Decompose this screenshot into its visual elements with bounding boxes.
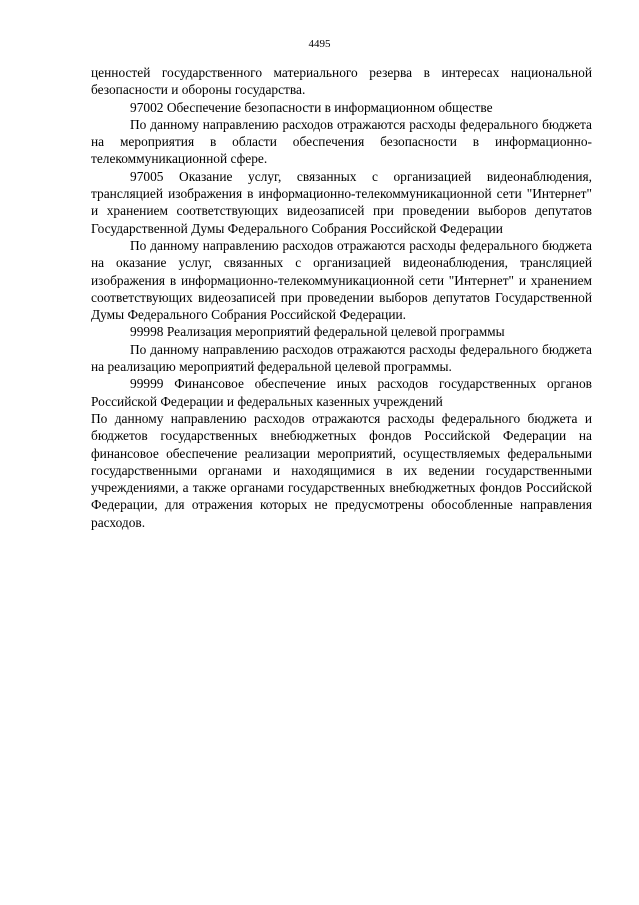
paragraph-99999-description: По данному направлению расходов отражаются расходы федерального бюджета и бюджетов государственных внебюджетных фондов Российской Федерации на финансовое обеспечение реализации мероприятий, осуществляемых федеральными государственными органами и находящимися в их ведении государственными учреждениями, а также органами государственных внебюджетных фондов Российской Федерации, для отражения которых не предусмотрены обособленные направления расходов. <box>91 410 592 530</box>
heading-97002: 97002 Обеспечение безопасности в информационном обществе <box>130 99 493 115</box>
document-body <box>91 64 592 531</box>
paragraph-99998-description: По данному направлению расходов отражаются расходы федерального бюджета на реализацию мероприятий федеральной целевой программы. <box>91 341 592 375</box>
heading-99999: 99999 Финансовое обеспечение иных расходов государственных органов Российской Федерации и федеральных казенных учреждений <box>91 376 592 409</box>
paragraph-97005-description: По данному направлению расходов отражаются расходы федерального бюджета на оказание услуг, связанных с организацией видеонаблюдения, трансляцией изображения в информационно-телекоммуникационной сети "Интернет" и хранением соответствующих видеозаписей при проведении выборов депутатов Государственной Думы Федерального Собрания Российской Федерации. <box>91 237 592 323</box>
paragraph-reserve-continuation: ценностей государственного материального резерва в интересах национальной безопасности и обороны государства. <box>91 65 592 98</box>
paragraph-97002-description: По данному направлению расходов отражаются расходы федерального бюджета на мероприятия в области обеспечения безопасности в информационно-телекоммуникационной сфере. <box>91 116 592 167</box>
heading-99998: 99998 Реализация мероприятий федеральной целевой программы <box>130 324 505 340</box>
heading-97005: 97005 Оказание услуг, связанных с организацией видеонаблюдения, трансляцией изображения в информационно-телекоммуникационной сети "Интернет" и хранением соответствующих видеозаписей при проведении выборов депутатов Государственной Думы Федерального Собрания Российской Федерации <box>91 168 592 236</box>
page-number: 4495 <box>308 38 331 50</box>
